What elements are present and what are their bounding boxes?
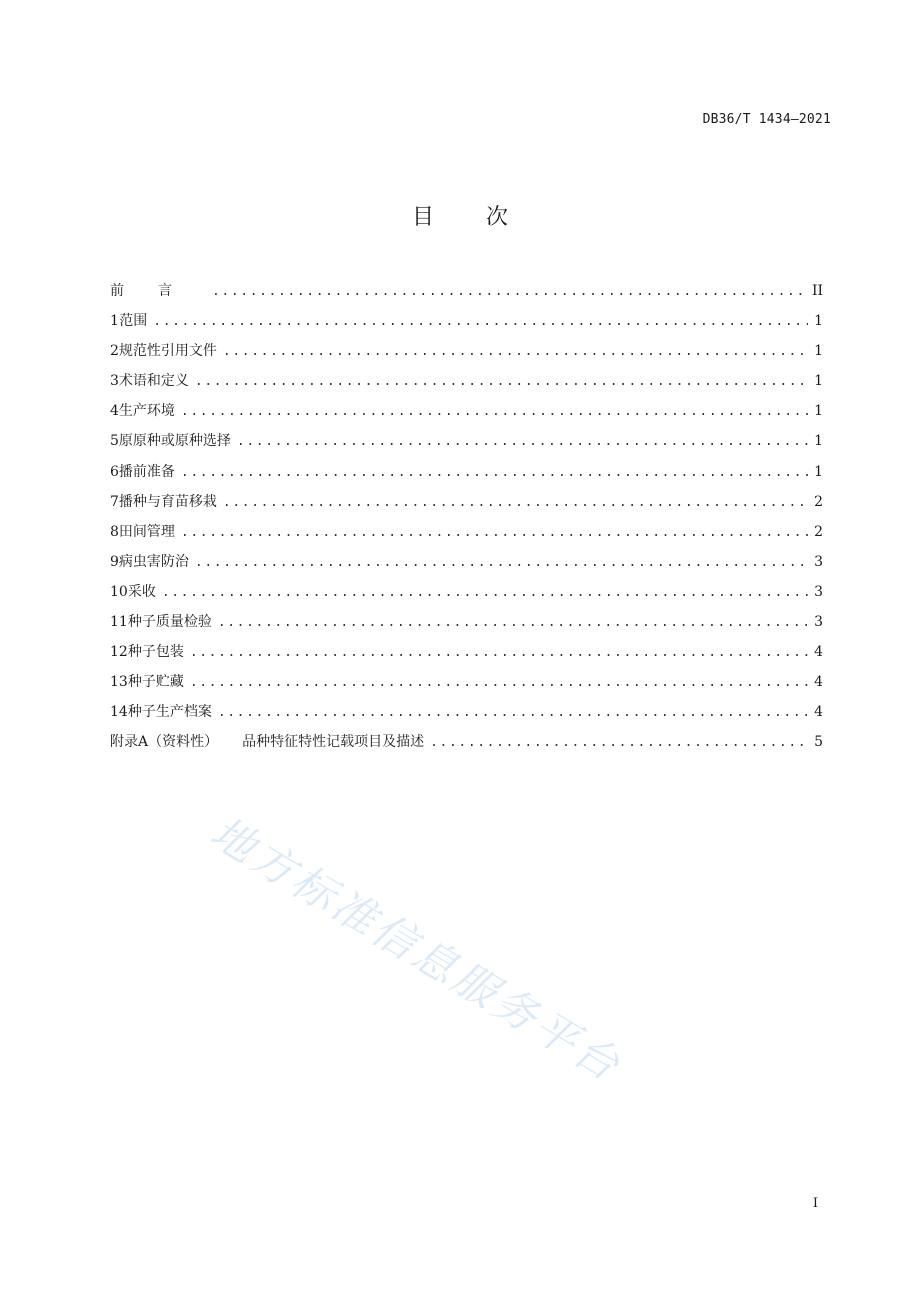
- toc-entry-number: 7: [110, 493, 119, 510]
- toc-leader-dots: [212, 284, 806, 299]
- toc-entry-label: 前言: [110, 283, 206, 299]
- toc-leader-dots: [181, 525, 808, 540]
- toc-entry-number: 5: [110, 433, 119, 450]
- toc-entry-label: 种子质量检验: [127, 614, 212, 631]
- toc-entry-number: 13: [110, 674, 128, 691]
- toc-entry-number: 1: [110, 313, 119, 330]
- toc-entry-label: 规范性引用文件: [118, 343, 217, 360]
- toc-entry-page: 1: [814, 403, 823, 420]
- toc-entry-label: 病虫害防治: [118, 553, 189, 570]
- toc-entry-2[interactable]: [110, 340, 823, 370]
- toc-leader-dots: [181, 465, 808, 480]
- toc-entry-8[interactable]: [110, 521, 823, 551]
- toc-entry-12[interactable]: [110, 641, 823, 671]
- toc-entry-6[interactable]: [110, 461, 823, 491]
- toc-leader-dots: [162, 585, 808, 600]
- toc-leader-dots: [223, 344, 808, 359]
- toc-entry-page: II: [811, 283, 823, 299]
- toc-entry-page: 2: [814, 493, 823, 510]
- toc-entry-page: 1: [814, 433, 823, 450]
- toc-leader-dots: [190, 645, 808, 660]
- toc-entry-preface[interactable]: [110, 280, 823, 310]
- toc-leader-dots: [223, 495, 808, 510]
- toc-leader-dots: [153, 314, 808, 329]
- watermark: 地方标准信息服务平台: [201, 807, 631, 1093]
- toc-entry-page: 2: [814, 523, 823, 540]
- toc-entry-11[interactable]: [110, 611, 823, 641]
- toc-entry-page: 5: [814, 734, 823, 751]
- toc-entry-page: 1: [814, 463, 823, 480]
- toc-leader-dots: [190, 675, 808, 690]
- toc-entry-label: 种子生产档案: [127, 704, 212, 721]
- toc-entry-number: 6: [110, 463, 119, 480]
- toc-leader-dots: [195, 374, 808, 389]
- toc-leader-dots: [237, 434, 808, 449]
- table-of-contents: [110, 280, 823, 762]
- toc-leader-dots: [218, 705, 808, 720]
- toc-entry-number: 10: [110, 583, 128, 600]
- toc-entry-number: 9: [110, 553, 119, 570]
- toc-leader-dots: [218, 615, 808, 630]
- toc-entry-10[interactable]: [110, 581, 823, 611]
- toc-entry-page: 3: [814, 614, 823, 631]
- toc-entry-page: 4: [814, 644, 823, 661]
- toc-entry-number: 2: [110, 343, 119, 360]
- toc-entry-number: 12: [110, 644, 128, 661]
- toc-entry-number: 8: [110, 523, 119, 540]
- toc-entry-number: 4: [110, 403, 119, 420]
- toc-entry-number: 14: [110, 704, 128, 721]
- page-number: I: [812, 1196, 818, 1211]
- toc-leader-dots: [430, 735, 808, 750]
- toc-entry-label: 原原种或原种选择: [118, 433, 231, 450]
- toc-entry-5[interactable]: [110, 430, 823, 460]
- toc-entry-page: 1: [814, 373, 823, 390]
- toc-entry-page: 4: [814, 704, 823, 721]
- toc-entry-14[interactable]: [110, 701, 823, 731]
- toc-entry-page: 3: [814, 583, 823, 600]
- toc-entry-4[interactable]: [110, 400, 823, 430]
- toc-entry-page: 1: [814, 343, 823, 360]
- toc-entry-appendix-a[interactable]: [110, 731, 823, 761]
- document-code: DB36/T 1434—2021: [702, 112, 831, 127]
- toc-entry-page: 3: [814, 553, 823, 570]
- toc-entry-page: 1: [814, 313, 823, 330]
- toc-entry-label: 田间管理: [118, 523, 175, 540]
- toc-entry-1[interactable]: [110, 310, 823, 340]
- toc-leader-dots: [181, 404, 808, 419]
- toc-entry-3[interactable]: [110, 370, 823, 400]
- toc-entry-label: 生产环境: [118, 403, 175, 420]
- toc-entry-label: 种子贮藏: [127, 674, 184, 691]
- toc-entry-label: 播前准备: [118, 463, 175, 480]
- toc-entry-label: 品种特征特性记载项目及描述: [242, 734, 425, 751]
- toc-entry-label: 播种与育苗移栽: [118, 493, 217, 510]
- toc-entry-page: 4: [814, 674, 823, 691]
- toc-entry-label: 种子包装: [127, 644, 184, 661]
- toc-entry-13[interactable]: [110, 671, 823, 701]
- toc-title: 目次: [411, 205, 560, 230]
- toc-entry-number: 附录A（资料性）: [110, 734, 219, 751]
- toc-entry-9[interactable]: [110, 551, 823, 581]
- toc-entry-number: 11: [110, 614, 128, 631]
- toc-entry-number: 3: [110, 373, 119, 390]
- toc-entry-7[interactable]: [110, 491, 823, 521]
- toc-leader-dots: [195, 555, 808, 570]
- toc-entry-label: 术语和定义: [118, 373, 189, 390]
- toc-entry-label: 范围: [119, 313, 148, 330]
- toc-entry-label: 采收: [127, 583, 156, 600]
